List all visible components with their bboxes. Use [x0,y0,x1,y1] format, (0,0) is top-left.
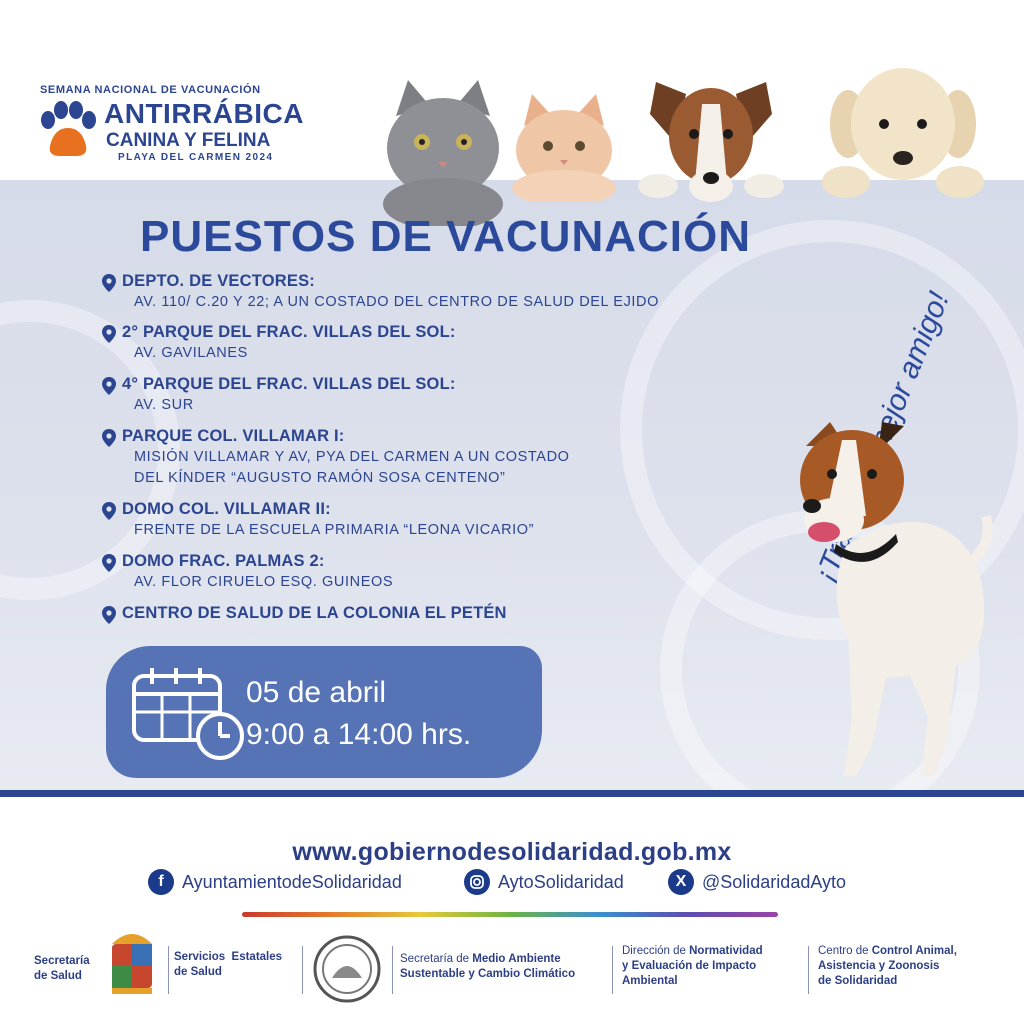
secretaria-medio-ambiente: Secretaría de Medio Ambiente Sustentable y Cambio Climático [400,953,576,980]
event-line4: PLAYA DEL CARMEN 2024 [118,152,274,163]
location-name: CENTRO DE SALUD DE LA COLONIA EL PETÉN [122,604,507,622]
facebook-handle: AyuntamientodeSolidaridad [182,871,402,892]
location-address: MISIÓN VILLAMAR Y AV, PYA DEL CARMEN A UN COSTADO [134,449,570,465]
page-title: PUESTOS DE VACUNACIÓN [140,212,752,261]
website-link[interactable]: www.gobiernodesolidaridad.gob.mx [292,838,732,866]
location-item [102,498,782,541]
servicios-estatales-salud: Servicios Estatales de Salud [174,951,283,978]
direccion-normatividad: Dirección de Normatividad y Evaluación de Impacto Ambiental [622,945,763,987]
separator [808,946,809,994]
map-pin-icon [102,554,116,572]
state-coat-of-arms-icon [106,926,158,996]
schedule-date: 05 de abril [246,676,387,709]
separator [302,946,303,994]
separator [612,946,613,994]
event-line3: CANINA Y FELINA [106,130,271,151]
x-icon: X [668,869,694,895]
map-pin-icon [102,377,116,395]
location-item [102,550,782,593]
location-address: DEL KÍNDER “AUGUSTO RAMÓN SOSA CENTENO” [134,470,506,486]
secretaria-salud: Secretaría de Salud [34,955,90,982]
lab-puppy-image [818,62,988,208]
location-name: PARQUE COL. VILLAMAR I: [122,427,345,445]
event-line2: ANTIRRÁBICA [104,98,304,129]
divider [0,790,1024,797]
location-name: DEPTO. DE VECTORES: [122,272,315,290]
schedule-text [246,672,471,756]
event-line1: SEMANA NACIONAL DE VACUNACIÓN [40,84,261,96]
location-item [102,321,782,364]
schedule-time: 9:00 a 14:00 hrs. [246,718,472,751]
paw-icon [36,98,100,162]
rainbow-divider [242,912,778,917]
facebook-link[interactable] [148,868,402,896]
location-address: AV. GAVILANES [134,345,248,361]
facebook-icon: f [148,869,174,895]
municipal-seal-icon [312,934,382,1004]
location-address: AV. 110/ C.20 Y 22; A UN COSTADO DEL CENTRO DE SALUD DEL EJIDO [134,294,660,310]
location-address: FRENTE DE LA ESCUELA PRIMARIA “LEONA VICARIO” [134,522,535,538]
instagram-icon [464,869,490,895]
orange-kitten-image [506,92,622,202]
x-link[interactable] [668,868,846,896]
beagle-puppy-image [636,74,786,206]
gray-kitten-image [378,76,508,226]
instagram-handle: AytoSolidaridad [498,871,624,892]
location-address: AV. SUR [134,397,194,413]
location-item [102,602,782,624]
centro-control-animal: Centro de Control Animal, Asistencia y Zoonosis de Solidaridad [818,945,957,987]
x-handle: @SolidaridadAyto [702,871,847,892]
map-pin-icon [102,274,116,292]
map-pin-icon [102,325,116,343]
location-name: 2° PARQUE DEL FRAC. VILLAS DEL SOL: [122,323,456,341]
instagram-link[interactable] [464,868,624,896]
slogan: mejor amigo! [860,287,956,461]
date-box [106,646,542,778]
dog-image [786,416,1006,788]
map-pin-icon [102,502,116,520]
location-item [102,270,782,313]
location-name: 4° PARQUE DEL FRAC. VILLAS DEL SOL: [122,375,456,393]
event-logo [34,80,334,172]
vaccination-locations-list [102,270,782,633]
map-pin-icon [102,606,116,624]
location-item [102,373,782,416]
separator [168,946,169,994]
location-name: DOMO FRAC. PALMAS 2: [122,552,325,570]
separator [392,946,393,994]
location-name: DOMO COL. VILLAMAR II: [122,500,331,518]
map-pin-icon [102,429,116,447]
calendar-clock-icon [128,666,248,762]
location-address: AV. FLOR CIRUELO ESQ. GUINEOS [134,574,394,590]
location-item [102,425,782,489]
